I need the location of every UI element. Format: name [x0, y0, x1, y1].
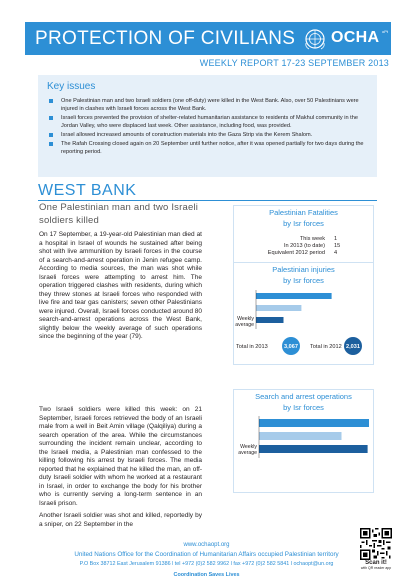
category-label: average	[238, 450, 257, 456]
bar	[256, 305, 301, 311]
ocha-logo-sub: oPt	[382, 29, 389, 34]
article-title: One Palestinian man and two Israeli soldiers killed	[39, 202, 199, 226]
key-issue-text: The Rafah Crossing closed again on 20 September until further notice, after it was opened partially for two days during the reporting period.	[61, 140, 364, 155]
total-value: 2,031	[346, 344, 360, 350]
list-item	[48, 131, 374, 139]
scan-title: Scan it!	[365, 560, 387, 566]
key-issue-text: Israel allowed increased amounts of construction materials into the Gaza Strip via the Kerem Shalom.	[61, 131, 313, 138]
fatalities-label: Equivalent 2012 period	[267, 250, 325, 256]
bar	[256, 293, 332, 299]
article-paragraph: Another Israeli soldier was shot and killed, reportedly by a sniper, on 22 September in the	[39, 512, 202, 528]
key-issue-text: One Palestinian man and two Israeli soldiers (one off-duty) were killed in the West Bank. Also, over 50 Palestinians were injured in clashes with Israeli forces across the West Bank.	[61, 98, 359, 113]
injuries-box	[233, 262, 374, 365]
search-arrest-box	[233, 389, 374, 493]
footer-organization: United Nations Office for the Coordination of Humanitarian Affairs occupied Palestinian territory	[74, 551, 339, 558]
section-divider	[38, 200, 377, 201]
qr-code-icon[interactable]	[360, 528, 392, 560]
footer-address: P.O Box 38712 East Jerusalem 91386 l tel +972 (0)2 582 9962 l fax +972 (0)2 582 5841 l ochaopt@un.org	[79, 561, 334, 567]
bar	[259, 419, 369, 427]
fatalities-label: This week	[299, 236, 325, 242]
bar	[256, 317, 284, 323]
key-issues-title: Key issues	[47, 81, 96, 92]
fatalities-box	[233, 205, 374, 263]
fatalities-label: In 2013 (to date)	[283, 243, 325, 249]
un-emblem-icon	[303, 27, 327, 51]
report-title: PROTECTION OF CIVILIANS	[35, 28, 296, 49]
key-issues-box	[38, 75, 377, 177]
fatalities-title: Palestinian Fatalities	[269, 208, 338, 217]
fatalities-value: 15	[334, 243, 341, 249]
ocha-logo-text: OCHA	[331, 29, 380, 46]
footer-tagline: Coordination Saves Lives	[173, 572, 240, 578]
total-value: 3,067	[284, 344, 298, 350]
list-item	[48, 97, 374, 113]
list-item	[48, 114, 374, 130]
bar	[259, 445, 368, 453]
total-label: Total in 2013	[236, 344, 268, 350]
fatalities-value: 1	[334, 236, 338, 242]
article-paragraph: On 17 September, a 19-year-old Palestinian man died at a hospital in Israel of wounds he sustained after being shot with live ammunition by Israeli forces in the course of a search-and-arrest operation in Jenin refugee camp. According to media sources, the man was shot while Israeli forces were attempting to arrest him. The operation triggered clashes with residents, during which they threw stones at Israeli forces who responded with live fire and tear gas canisters; seven other Palestinians were injured. Overall, Israeli forces conducted around 80 search-and-arrest operations across the West Bank, slightly below the weekly average of such operations since the beginning of the year (79).	[39, 231, 202, 340]
key-issue-text: Israeli forces prevented the provision of shelter-related humanitarian assistance to residents of Makhul community in the Jordan Valley, who were displaced last week. Other assistance, including food, was provided.	[61, 114, 358, 130]
injuries-subtitle: by Isr forces	[283, 276, 324, 285]
article-paragraph: Two Israeli soldiers were killed this week: on 21 September, Israeli forces retrieved the body of an Israeli male from a well in Beit Amin village (Qalqiliya) during a search operation of the area. While the circumstances surrounding the incident remain unclear, according to the Israeli media, a Palestinian man confessed to the killing following his arrest by Israeli forces. The media reported that he explained that he killed the man, an off-duty Israeli soldier with whom he worked at a restaurant in Israel, in order to exchange the body for his brother who is currently serving a long-term sentence in an Israeli prison.	[39, 406, 202, 507]
key-issues-list	[48, 97, 374, 156]
category-label: Weekly	[240, 444, 257, 450]
weekly-report-date: WEEKLY REPORT 17-23 SEPTEMBER 2013	[199, 58, 389, 68]
scan-subtitle: with QR reader app	[360, 566, 392, 570]
bar	[259, 432, 342, 440]
bullet-square-icon	[49, 99, 53, 103]
footer-url[interactable]: www.ochaopt.org	[183, 542, 230, 548]
bullet-square-icon	[49, 133, 53, 137]
search-arrest-title: Search and arrest operations	[255, 392, 352, 401]
scan-prompt	[359, 560, 393, 570]
total-label: Total in 2012	[310, 344, 342, 350]
bullet-square-icon	[49, 116, 53, 120]
category-label: average	[235, 322, 254, 328]
search-arrest-bar-chart	[234, 390, 373, 492]
fatalities-subtitle: by Isr forces	[283, 219, 324, 228]
search-arrest-subtitle: by Isr forces	[283, 403, 324, 412]
list-item	[48, 140, 374, 156]
ocha-logo	[303, 27, 389, 51]
report-header	[25, 22, 391, 55]
section-title: WEST BANK	[38, 182, 137, 199]
category-label: Weekly	[237, 316, 254, 322]
fatalities-value: 4	[334, 250, 338, 256]
injuries-title: Palestinian injuries	[272, 265, 335, 274]
injuries-bar-chart	[234, 263, 373, 364]
bullet-square-icon	[49, 142, 53, 146]
